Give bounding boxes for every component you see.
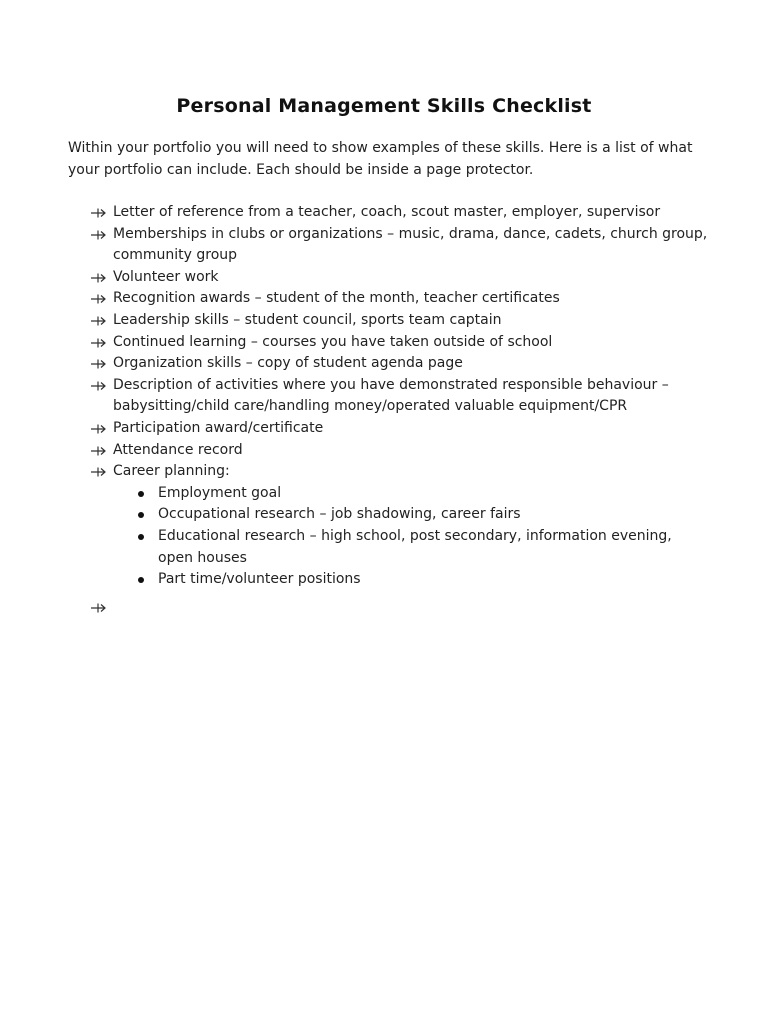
arrow-bullet-icon [90,597,108,619]
list-item-text: Attendance record [113,441,243,458]
list-item-text: Organization skills – copy of student agenda page [113,355,463,372]
sub-list-item [113,504,708,526]
sub-list-item [113,483,708,505]
list-item [68,461,708,591]
list-item [68,440,708,462]
empty-list-item [68,591,708,619]
list-item-text: Leadership skills – student council, sports team captain [113,311,502,328]
bullet-dot-icon [138,577,144,583]
arrow-bullet-icon [90,418,108,440]
list-item-text: Letter of reference from a teacher, coach, scout master, employer, supervisor [113,204,661,220]
list-item [68,224,708,267]
list-item [68,353,708,375]
arrow-bullet-icon [90,353,108,375]
list-item-text: Description of activities where you have demonstrated responsible behaviour – babysitting/child care/handling money/operated valuable equipment/CPR [113,376,669,415]
sub-list-item-text: Educational research – high school, post secondary, information evening, open houses [158,527,672,566]
list-item [68,202,708,224]
checklist [68,202,708,619]
arrow-bullet-icon [90,461,108,483]
sub-list-item-text: Occupational research – job shadowing, career fairs [158,506,521,523]
bullet-dot-icon [138,491,144,497]
arrow-bullet-icon [90,375,108,397]
bullet-dot-icon [138,534,144,540]
page-title: Personal Management Skills Checklist [176,95,592,117]
list-item [68,288,708,310]
list-item [68,267,708,289]
list-item [68,332,708,354]
arrow-bullet-icon [90,440,108,462]
list-item [68,310,708,332]
list-item-text: Continued learning – courses you have taken outside of school [113,333,553,350]
arrow-bullet-icon [90,267,108,289]
arrow-bullet-icon [90,224,108,246]
arrow-bullet-icon [90,310,108,332]
list-item-text: Career planning: [113,463,230,480]
list-item-text: Participation award/certificate [113,419,324,436]
sub-list-item-text: Part time/volunteer positions [158,571,361,588]
arrow-bullet-icon [90,332,108,354]
sub-list-item-text: Employment goal [158,484,282,501]
list-item-text: Recognition awards – student of the month, teacher certificates [113,290,560,307]
sub-list-item [113,569,708,591]
list-item-text: Volunteer work [113,268,219,285]
list-item-text: Memberships in clubs or organizations – music, drama, dance, cadets, church group, community group [113,225,708,264]
list-item [68,418,708,440]
intro-paragraph: Within your portfolio you will need to show examples of these skills. Here is a list of what your portfolio can include. Each should be inside a page protector. [68,140,693,178]
arrow-bullet-icon [90,288,108,310]
bullet-dot-icon [138,512,144,518]
arrow-bullet-icon [90,202,108,224]
sub-list-item [113,526,708,569]
list-item [68,375,708,418]
career-planning-sublist [113,483,708,591]
